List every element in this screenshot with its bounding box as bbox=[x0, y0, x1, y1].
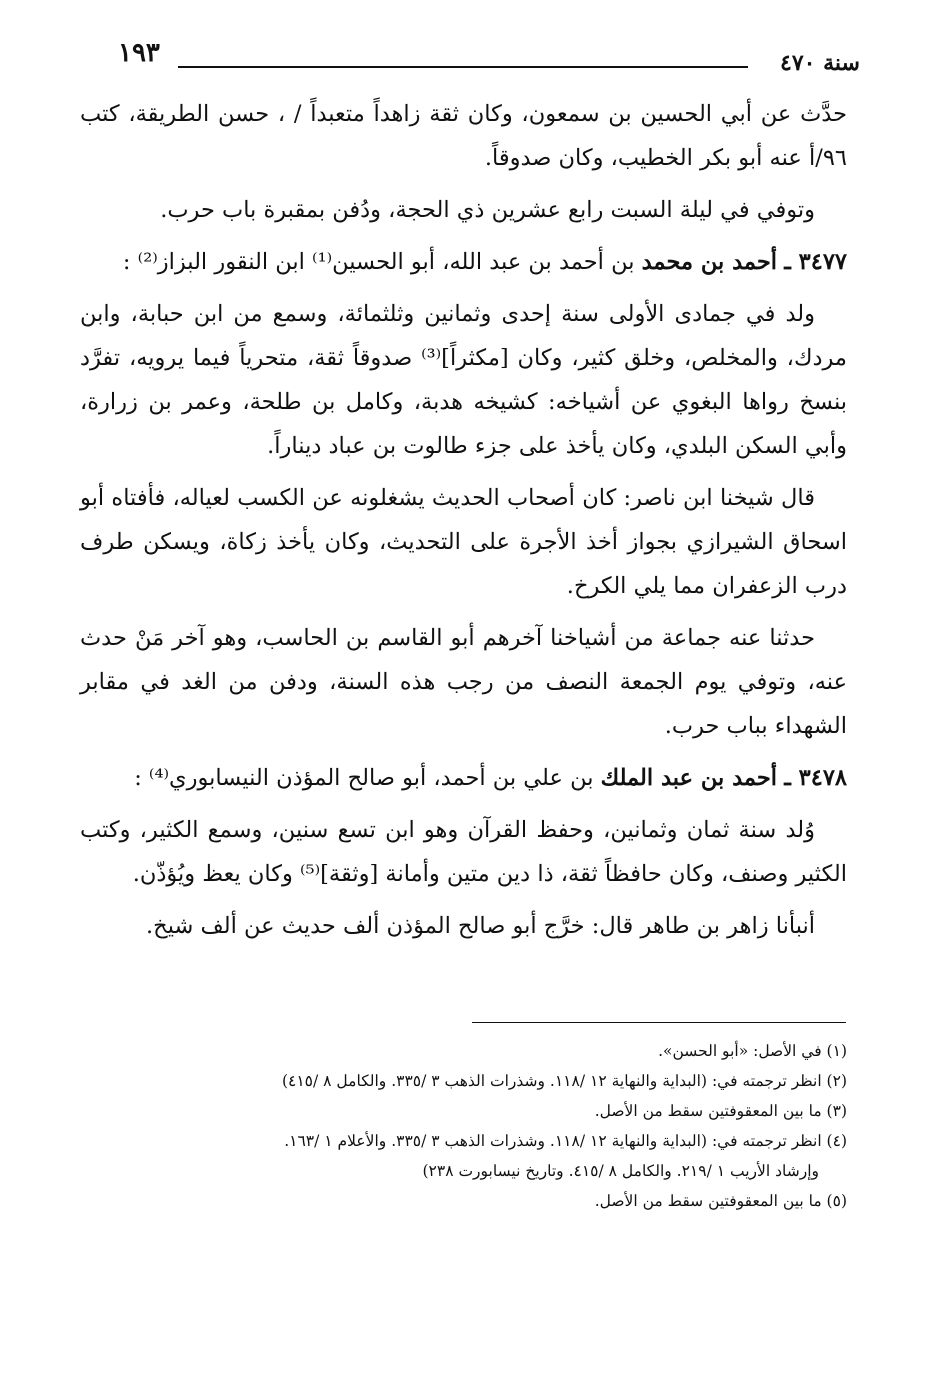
footnote: (٥) ما بين المعقوفتين سقط من الأصل. bbox=[594, 1192, 847, 1210]
page-header bbox=[60, 36, 860, 76]
paragraph: وُلد سنة ثمان وثمانين، وحفظ القرآن وهو ابن تسع سنين، وسمع الكثير، وكتب الكثير وصنف، وكان حافظاً ثقة، ذا دين متين وأمانة [وثقة]⁽⁵⁾ وكان يعظ ويُؤذّن. bbox=[80, 817, 847, 887]
paragraph: وتوفي في ليلة السبت رابع عشرين ذي الحجة، ودُفن بمقبرة باب حرب. bbox=[160, 197, 815, 223]
paragraph: حدَّث عن أبي الحسين بن سمعون، وكان ثقة زاهداً متعبداً / ، حسن الطريقة، كتب ٩٦/أ عنه أبو بكر الخطيب، وكان صدوقاً. bbox=[80, 101, 847, 171]
footnote-continuation: وإرشاد الأريب ١ /٢١٩. والكامل ٨ /٤١٥. وتاريخ نيسابورت ٢٣٨) bbox=[422, 1162, 819, 1180]
footnote: (٢) انظر ترجمته في: (البداية والنهاية ١٢ /١١٨. وشذرات الذهب ٣ /٣٣٥. والكامل ٨ /٤١٥) bbox=[281, 1072, 847, 1090]
paragraph: قال شيخنا ابن ناصر: كان أصحاب الحديث يشغلونه عن الكسب لعياله، فأفتاه أبو اسحاق الشيرازي بجواز أخذ الأجرة على التحديث، وكان يأخذ زكاة، ويسكن طرف درب الزعفران مما يلي الكرخ. bbox=[80, 485, 847, 599]
entry-name: أحمد بن محمد bbox=[641, 249, 778, 275]
entry-heading-3478 bbox=[80, 756, 847, 800]
footnote: (٤) انظر ترجمته في: (البداية والنهاية ١٢ /١١٨. وشذرات الذهب ٣ /٣٣٥. والأعلام ١ /١٦٣. bbox=[284, 1132, 847, 1150]
footnote: (٣) ما بين المعقوفتين سقط من الأصل. bbox=[594, 1102, 847, 1120]
entry-rest: بن علي بن أحمد، أبو صالح المؤذن النيسابوري⁽⁴⁾ : bbox=[134, 765, 594, 791]
footnote: (١) في الأصل: «أبو الحسن». bbox=[658, 1042, 847, 1060]
paragraph: أنبأنا زاهر بن طاهر قال: خرَّج أبو صالح المؤذن ألف حديث عن ألف شيخ. bbox=[146, 913, 815, 939]
header-rule bbox=[178, 66, 748, 68]
section-year: سنة ٤٧٠ bbox=[780, 50, 860, 76]
body-text bbox=[80, 92, 847, 956]
paragraph: حدثنا عنه جماعة من أشياخنا آخرهم أبو القاسم بن الحاسب، وهو آخر مَنْ حدث عنه، وتوفي يوم الجمعة النصف من رجب هذه السنة، ودفن من الغد في مقابر الشهداء بباب حرب. bbox=[80, 625, 847, 739]
entry-number: ٣٤٧٨ ـ bbox=[784, 765, 847, 791]
footnote-rule bbox=[472, 1022, 846, 1023]
footnotes bbox=[150, 1036, 847, 1216]
paragraph: ولد في جمادى الأولى سنة إحدى وثمانين وثلثمائة، وسمع من ابن حبابة، وابن مردك، والمخلص، وخلق كثير، وكان [مكثراً]⁽³⁾ صدوقاً ثقة، متحرياً فيما يرويه، تفرَّد بنسخ رواها البغوي عن أشياخه: كشيخه هدبة، وكامل بن طلحة، وعمر بن زرارة، وأبي السكن البلدي، وكان يأخذ على جزء طالوت بن عباد ديناراً. bbox=[80, 301, 847, 459]
page-number: ١٩٣ bbox=[118, 38, 160, 68]
entry-heading-3477 bbox=[80, 240, 847, 284]
entry-rest: بن أحمد بن عبد الله، أبو الحسين⁽¹⁾ ابن النقور البزاز⁽²⁾ : bbox=[122, 249, 635, 275]
entry-name: أحمد بن عبد الملك bbox=[600, 765, 778, 791]
entry-number: ٣٤٧٧ ـ bbox=[784, 249, 847, 275]
